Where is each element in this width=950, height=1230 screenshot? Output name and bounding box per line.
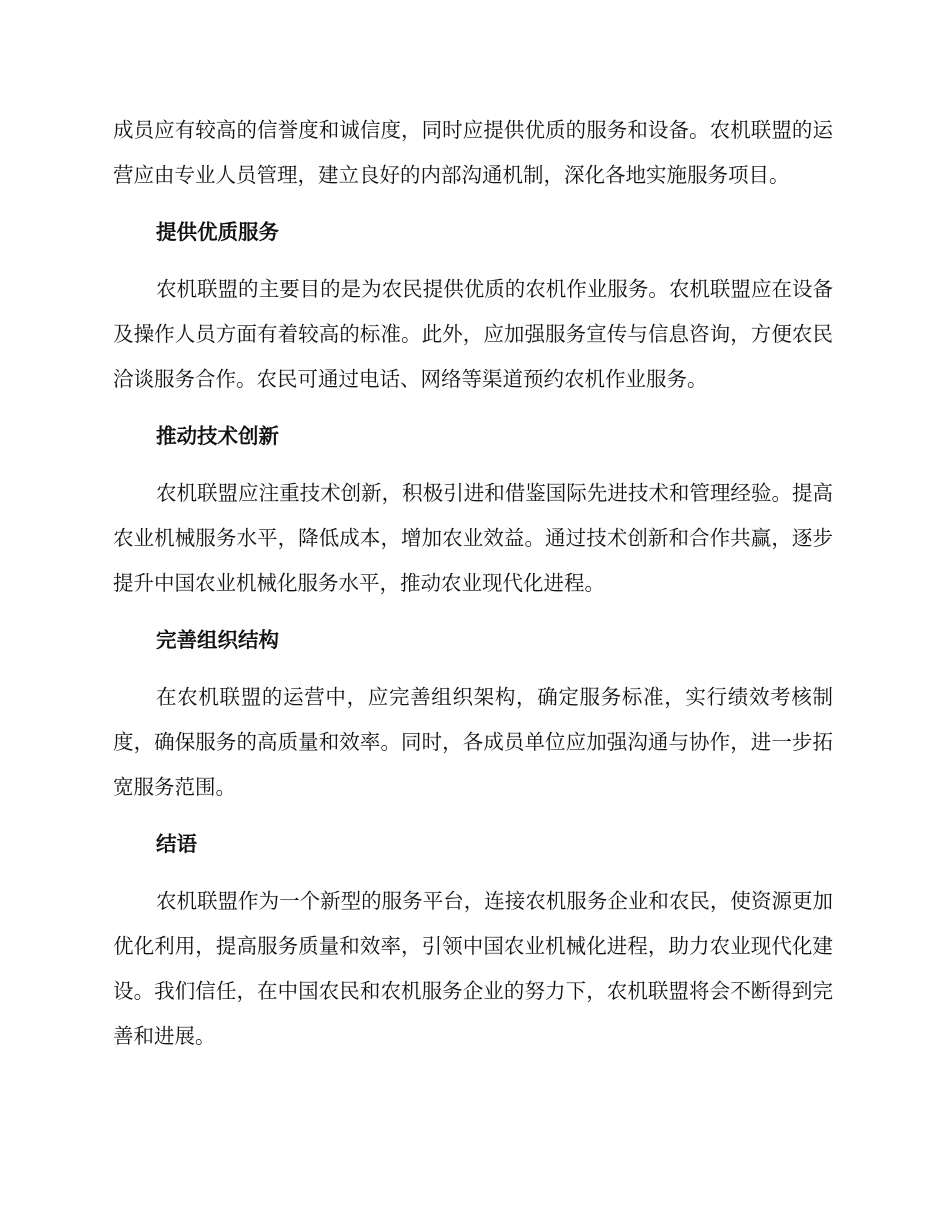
section-heading-conclusion: 结语: [156, 832, 197, 856]
section-paragraph-tech-innovation: 农机联盟应注重技术创新，积极引进和借鉴国际先进技术和管理经验。提高农业机械服务水平，降低成本，增加农业效益。通过技术创新和合作共赢，逐步提升中国农业机械化服务水平，推动农业现代化进程。: [113, 481, 833, 595]
section-heading-org-structure: 完善组织结构: [156, 628, 279, 652]
section-heading-quality-service: 提供优质服务: [156, 220, 279, 244]
section-paragraph-quality-service: 农机联盟的主要目的是为农民提供优质的农机作业服务。农机联盟应在设备及操作人员方面有着较高的标准。此外，应加强服务宣传与信息咨询，方便农民洽谈服务合作。农民可通过电话、网络等渠道预约农机作业服务。: [113, 277, 833, 391]
section-paragraph-org-structure: 在农机联盟的运营中，应完善组织架构，确定服务标准，实行绩效考核制度，确保服务的高质量和效率。同时，各成员单位应加强沟通与协作，进一步拓宽服务范围。: [113, 685, 833, 799]
section-heading-tech-innovation: 推动技术创新: [156, 424, 279, 448]
intro-paragraph: 成员应有较高的信誉度和诚信度，同时应提供优质的服务和设备。农机联盟的运营应由专业人员管理，建立良好的内部沟通机制，深化各地实施服务项目。: [113, 118, 833, 187]
document-body: [113, 108, 833, 1059]
section-paragraph-conclusion: 农机联盟作为一个新型的服务平台，连接农机服务企业和农民，使资源更加优化利用，提高服务质量和效率，引领中国农业机械化进程，助力农业现代化建设。我们信任，在中国农民和农机服务企业的努力下，农机联盟将会不断得到完善和进展。: [113, 889, 833, 1048]
